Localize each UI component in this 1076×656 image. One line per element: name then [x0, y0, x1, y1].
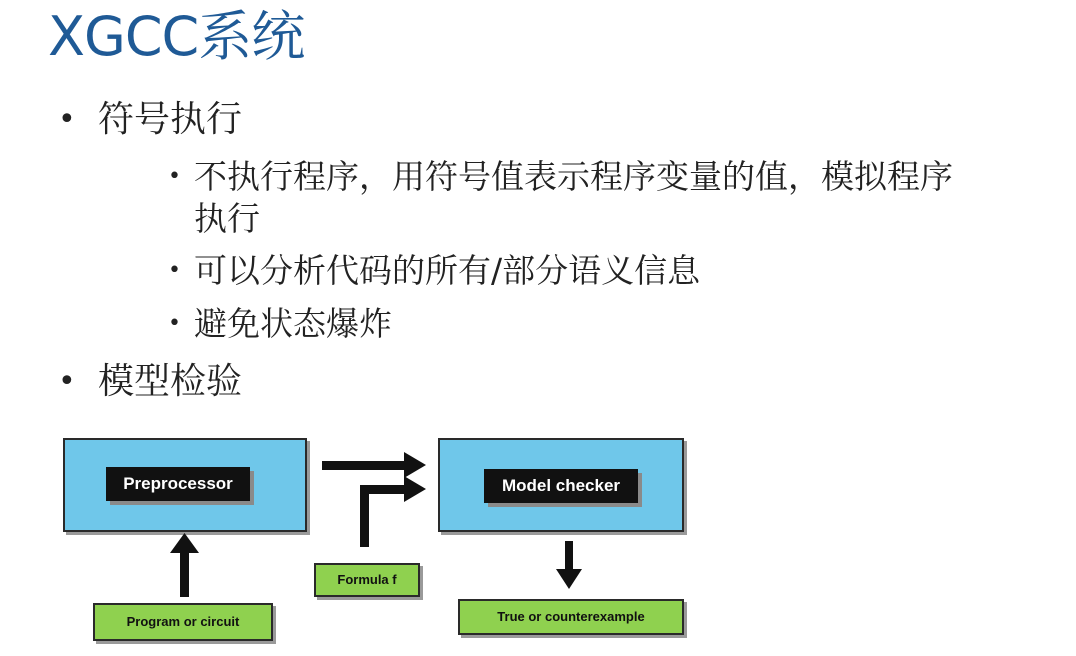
sub-bullet-text: 可以分析代码的所有/部分语义信息: [194, 251, 701, 290]
sub-bullet-dot: •: [168, 258, 181, 283]
sub-bullet-dot: •: [168, 164, 181, 189]
bullet-text: 模型检验: [98, 361, 243, 402]
bullet-dot: •: [58, 102, 76, 137]
arrow-checker-to-result: [556, 541, 582, 589]
true-or-counterexample-box: True or counterexample: [458, 599, 684, 635]
sub-bullet-text: 避免状态爆炸: [194, 304, 392, 343]
bullet-text: 符号执行: [98, 99, 243, 140]
slide-title: XGCC系统: [48, 5, 305, 68]
preprocessor-label: Preprocessor: [106, 467, 250, 501]
formula-box: Formula f: [314, 563, 420, 597]
program-or-circuit-box: Program or circuit: [93, 603, 273, 641]
sub-bullet-text-continued: 执行: [194, 199, 260, 238]
sub-bullet-text: 不执行程序，用符号值表示程序变量的值，模拟程序: [194, 157, 953, 196]
model-checking-diagram: [60, 405, 710, 650]
arrow-program-to-preprocessor: [170, 533, 199, 597]
model-checker-label: Model checker: [484, 469, 638, 503]
diagram-arrows: [60, 405, 710, 650]
bullet-dot: •: [58, 364, 76, 399]
arrow-right-top: [322, 452, 426, 478]
sub-bullet-dot: •: [168, 311, 181, 336]
arrow-formula-to-checker: [360, 476, 426, 547]
